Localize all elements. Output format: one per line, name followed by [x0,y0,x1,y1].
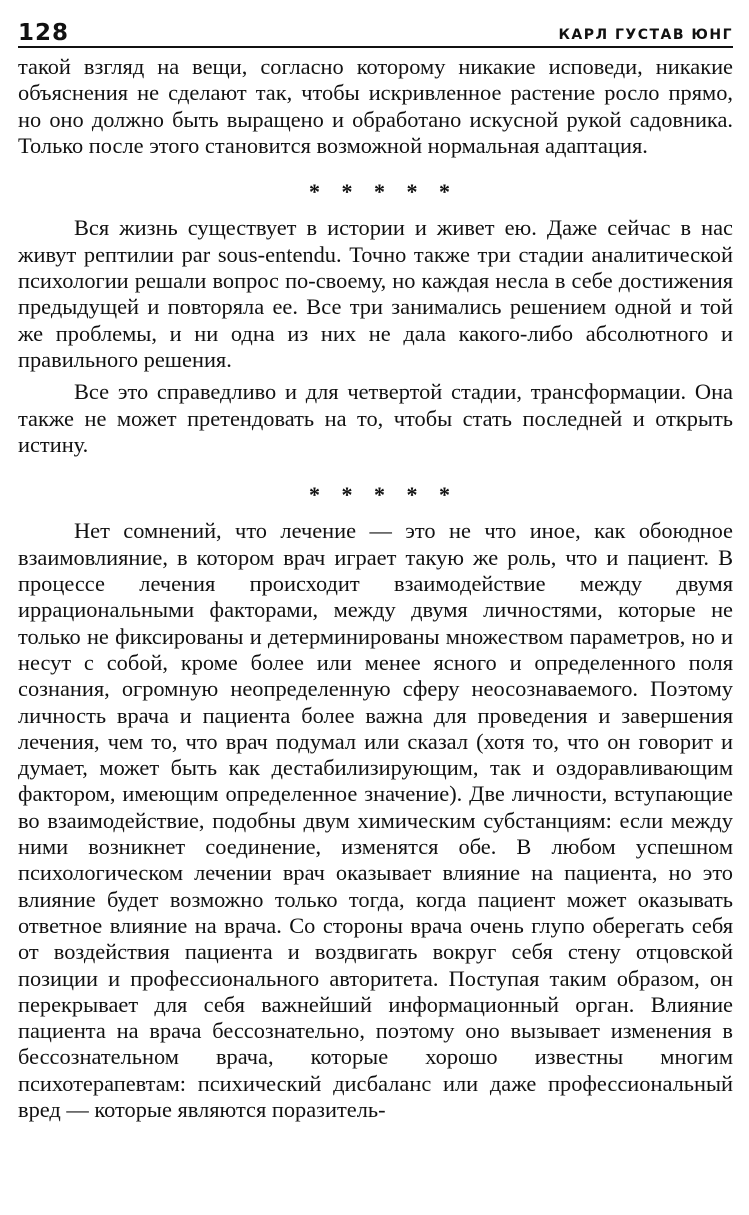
body-text [18,54,733,1123]
section-separator: * * * * * [309,482,458,508]
running-header [18,18,733,48]
section-separator: * * * * * [309,179,458,205]
paragraph: Вся жизнь существует в истории и живет ею. Даже сейчас в нас живут рептилии par sous-entendu. Точно также три стадии аналитической психологии решали вопрос по-своему, но каждая несла в себе достижения предыдущей и повторяла ее. Все три занимались решением одной и той же проблемы, и ни одна из них не дала какого-либо абсолютного и правильного решения. [18,215,733,372]
book-page [18,18,733,1123]
paragraph: Нет сомнений, что лечение — это не что иное, как обоюдное взаимовлияние, в котором врач играет такую же роль, что и пациент. В процессе лечения происходит взаимодействие между двумя иррациональными факторами, между двумя личностями, которые не только не фиксированы и детерминированы множеством параметров, но и несут с собой, кроме более или менее ясного и определенного поля сознания, огромную неопределенную сферу неосознаваемого. Поэтому личность врача и пациента более важна для проведения и завершения лечения, чем то, что врач подумал или сказал (хотя то, что он говорит и думает, может быть как дестабилизирующим, так и оздоравливающим фактором, имеющим определенное значение). Две личности, вступающие во взаимодействие, подобны двум химическим субстанциям: если между ними возникнет соединение, изменятся обе. В любом успешном психологическом лечении врач оказывает влияние на пациента, но это влияние будет возможно только тогда, когда пациент может оказывать ответное влияние на врача. Со стороны врача очень глупо оберегать себя от воздействия пациента и воздвигать вокруг себя стену отцовской позиции и профессионального авторитета. Поступая таким образом, он перекрывает для себя важнейший информационный орган. Влияние пациента на врача бессознательно, поэтому оно вызывает изменения в бессознательном врача, которые хорошо известны многим психотерапевтам: психический дисбаланс или даже профессиональный вред — которые являются поразитель- [18,518,733,1122]
page-number: 128 [18,20,70,46]
paragraph-continuation: такой взгляд на вещи, согласно которому никакие исповеди, никакие объяснения не сделают так, чтобы искривленное растение росло прямо, но оно должно быть выращено и обработано искусной рукой садовника. Только после этого становится возможной нормальная адаптация. [18,54,733,158]
paragraph: Все это справедливо и для четвертой стадии, трансформации. Она также не может претендовать на то, чтобы стать последней и открыть истину. [18,379,733,457]
running-title-author: КАРЛ ГУСТАВ ЮНГ [558,27,733,43]
